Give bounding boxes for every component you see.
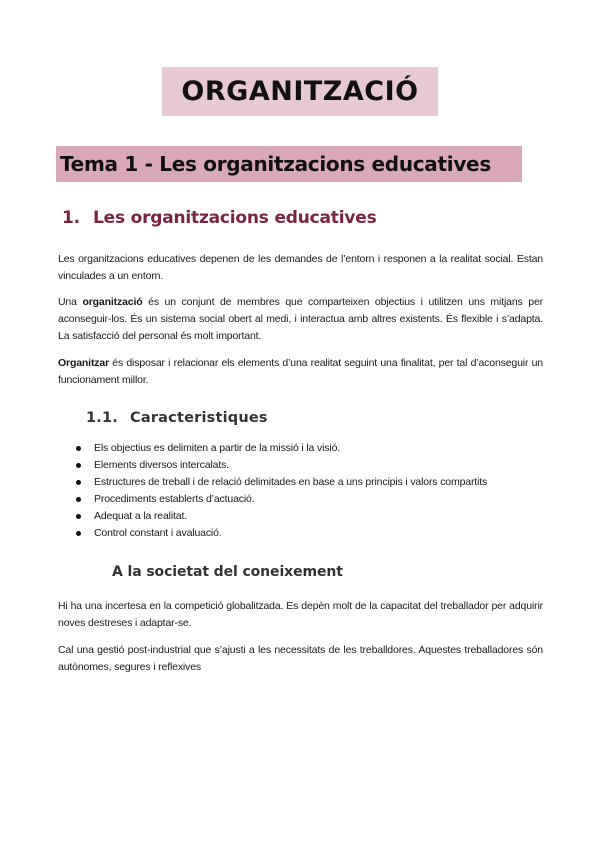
subsection-heading-societat: A la societat del coneixement — [112, 564, 343, 580]
paragraph-organitzacio — [58, 294, 543, 345]
paragraph-incertesa: Hi ha una incertesa en la competició globalitzada. Es depèn molt de la capacitat del treballador per adquirir noves destreses i adaptar-se. — [58, 600, 543, 629]
list-item: Procediments establerts d’actuació. — [74, 491, 487, 508]
list-item: Estructures de treball i de relació delimitades en base a uns principis i valors compartits — [74, 474, 487, 491]
bullet-icon — [76, 514, 81, 519]
bullet-icon — [76, 497, 81, 502]
document-title: ORGANITZACIÓ — [181, 76, 419, 107]
bullet-icon — [76, 531, 81, 536]
subsection-number: 1.1. — [86, 410, 118, 426]
section-title: Les organitzacions educatives — [93, 208, 377, 228]
list-item: Elements diversos intercalats. — [74, 457, 487, 474]
paragraph-intro: Les organitzacions educatives depenen de les demandes de l’entorn i responen a la realitat social. Estan vinculades a un entorn. — [58, 253, 543, 282]
bullet-icon — [76, 480, 81, 485]
paragraph-gestio: Cal una gestió post-industrial que s’ajusti a les necessitats de les treballdores. Aquestes treballadores són autònomes, segures i reflexives — [58, 644, 543, 673]
paragraph-text: és un conjunt de membres que comparteixen objectius i utilitzen uns mitjans per aconseguir-los. És un sistema social obert al medi, i interactua amb altres existents. És flexible i s’adapta. La satisfacció del personal és molt important. — [58, 296, 543, 342]
section-number: 1. — [62, 208, 80, 228]
subsection-title: Caracteristiques — [130, 410, 268, 426]
tema-banner — [56, 146, 522, 182]
bullet-icon — [76, 463, 81, 468]
paragraph-text: és disposar i relacionar els elements d’una realitat seguint una finalitat, per tal d’aconseguir un funcionament millor. — [58, 357, 543, 386]
bullet-icon — [76, 446, 81, 451]
tema-heading: Tema 1 - Les organitzacions educatives — [60, 152, 491, 176]
term-organitzar: Organitzar — [58, 357, 110, 369]
term-organitzacio: organització — [82, 296, 143, 308]
section-heading-1 — [62, 208, 376, 228]
paragraph-text: Una — [58, 296, 83, 308]
list-item: Control constant i avaluació. — [74, 525, 487, 542]
subsection-heading-1-1 — [86, 410, 268, 426]
title-banner — [162, 67, 438, 116]
list-item: Adequat a la realitat. — [74, 508, 487, 525]
paragraph-organitzar — [58, 355, 543, 389]
list-item: Els objectius es delimiten a partir de la missió i la visió. — [74, 440, 487, 457]
characteristics-list — [74, 440, 487, 542]
